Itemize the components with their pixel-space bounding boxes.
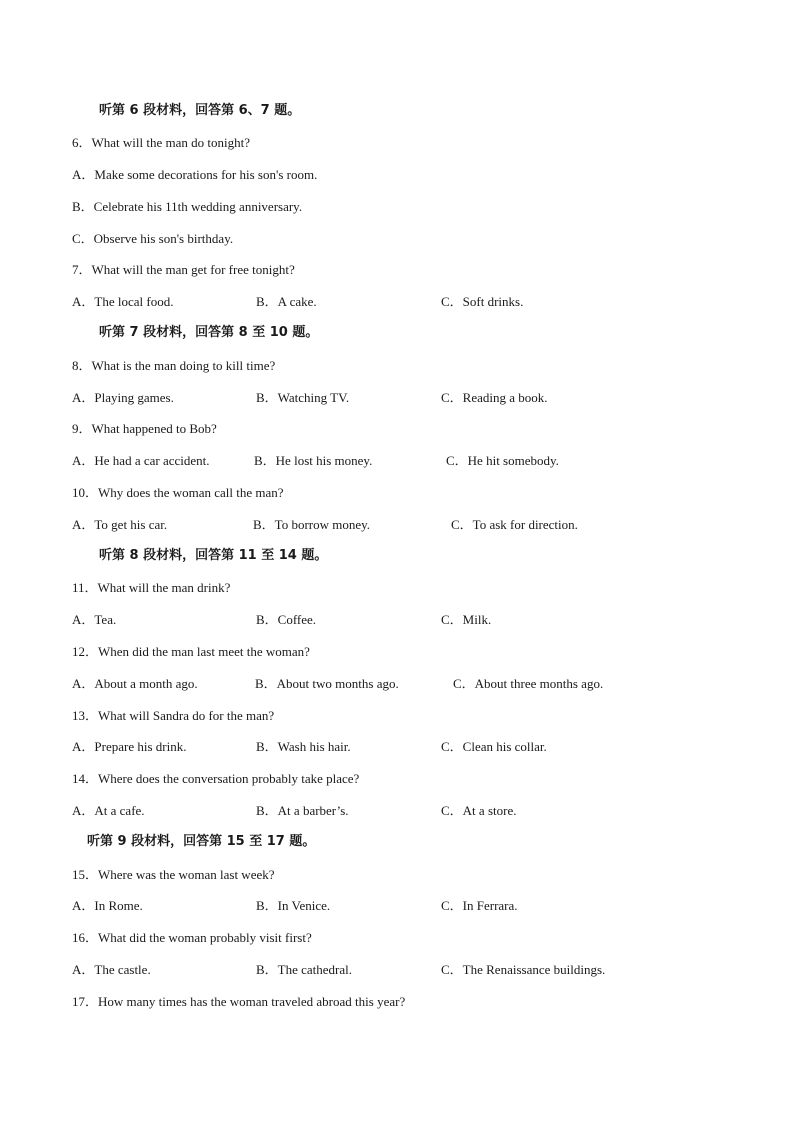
question-9-option-a: A．He had a car accident.: [72, 453, 210, 468]
question-14-option-b: B．At a barber’s.: [256, 803, 349, 818]
question-6-option-c: C．Observe his son's birthday.: [72, 231, 234, 246]
question-7-option-a: A．The local food.: [72, 294, 174, 309]
question-7-stem: 7．What will the man get for free tonight?: [72, 262, 295, 277]
question-15-option-b: B．In Venice.: [256, 898, 331, 913]
question-16-stem: 16．What did the woman probably visit first?: [72, 930, 312, 945]
question-14-option-c: C．At a store.: [441, 803, 517, 818]
question-8-option-a: A．Playing games.: [72, 390, 174, 405]
question-10-option-b: B．To borrow money.: [253, 517, 371, 532]
question-6-option-a: A．Make some decorations for his son's room.: [72, 167, 318, 182]
question-12-stem: 12．When did the man last meet the woman?: [72, 644, 310, 659]
question-10-stem: 10．Why does the woman call the man?: [72, 485, 284, 500]
question-11-stem: 11．What will the man drink?: [72, 580, 231, 595]
question-7-option-c: C．Soft drinks.: [441, 294, 524, 309]
question-8-option-b: B．Watching TV.: [256, 390, 350, 405]
question-14-option-a: A．At a cafe.: [72, 803, 145, 818]
question-7-option-b: B．A cake.: [256, 294, 317, 309]
section-heading-7: 听第 7 段材料，回答第 8 至 10 题。: [99, 325, 319, 340]
question-12-option-c: C．About three months ago.: [453, 676, 604, 691]
question-15-option-c: C．In Ferrara.: [441, 898, 518, 913]
question-12-option-b: B．About two months ago.: [255, 676, 399, 691]
question-16-option-a: A．The castle.: [72, 962, 151, 977]
question-11-option-b: B．Coffee.: [256, 612, 317, 627]
question-9-stem: 9．What happened to Bob?: [72, 421, 217, 436]
question-13-option-a: A．Prepare his drink.: [72, 739, 187, 754]
question-15-option-a: A．In Rome.: [72, 898, 143, 913]
section-heading-9: 听第 9 段材料，回答第 15 至 17 题。: [87, 834, 316, 849]
question-8-option-c: C．Reading a book.: [441, 390, 548, 405]
question-16-option-b: B．The cathedral.: [256, 962, 353, 977]
question-15-stem: 15．Where was the woman last week?: [72, 867, 275, 882]
question-6-option-b: B．Celebrate his 11th wedding anniversary.: [72, 199, 303, 214]
question-11-option-c: C．Milk.: [441, 612, 492, 627]
question-13-option-c: C．Clean his collar.: [441, 739, 547, 754]
question-13-option-b: B．Wash his hair.: [256, 739, 351, 754]
question-9-option-b: B．He lost his money.: [254, 453, 373, 468]
question-9-option-c: C．He hit somebody.: [446, 453, 559, 468]
question-11-option-a: A．Tea.: [72, 612, 117, 627]
question-14-stem: 14．Where does the conversation probably take place?: [72, 771, 360, 786]
question-8-stem: 8．What is the man doing to kill time?: [72, 358, 276, 373]
question-17-stem: 17．How many times has the woman traveled abroad this year?: [72, 994, 406, 1009]
question-16-option-c: C．The Renaissance buildings.: [441, 962, 606, 977]
question-10-option-a: A．To get his car.: [72, 517, 168, 532]
question-12-option-a: A．About a month ago.: [72, 676, 198, 691]
section-heading-6: 听第 6 段材料，回答第 6、7 题。: [99, 103, 301, 118]
question-13-stem: 13．What will Sandra do for the man?: [72, 708, 275, 723]
section-heading-8: 听第 8 段材料，回答第 11 至 14 题。: [99, 548, 328, 563]
question-6-stem: 6．What will the man do tonight?: [72, 135, 250, 150]
question-10-option-c: C．To ask for direction.: [451, 517, 578, 532]
